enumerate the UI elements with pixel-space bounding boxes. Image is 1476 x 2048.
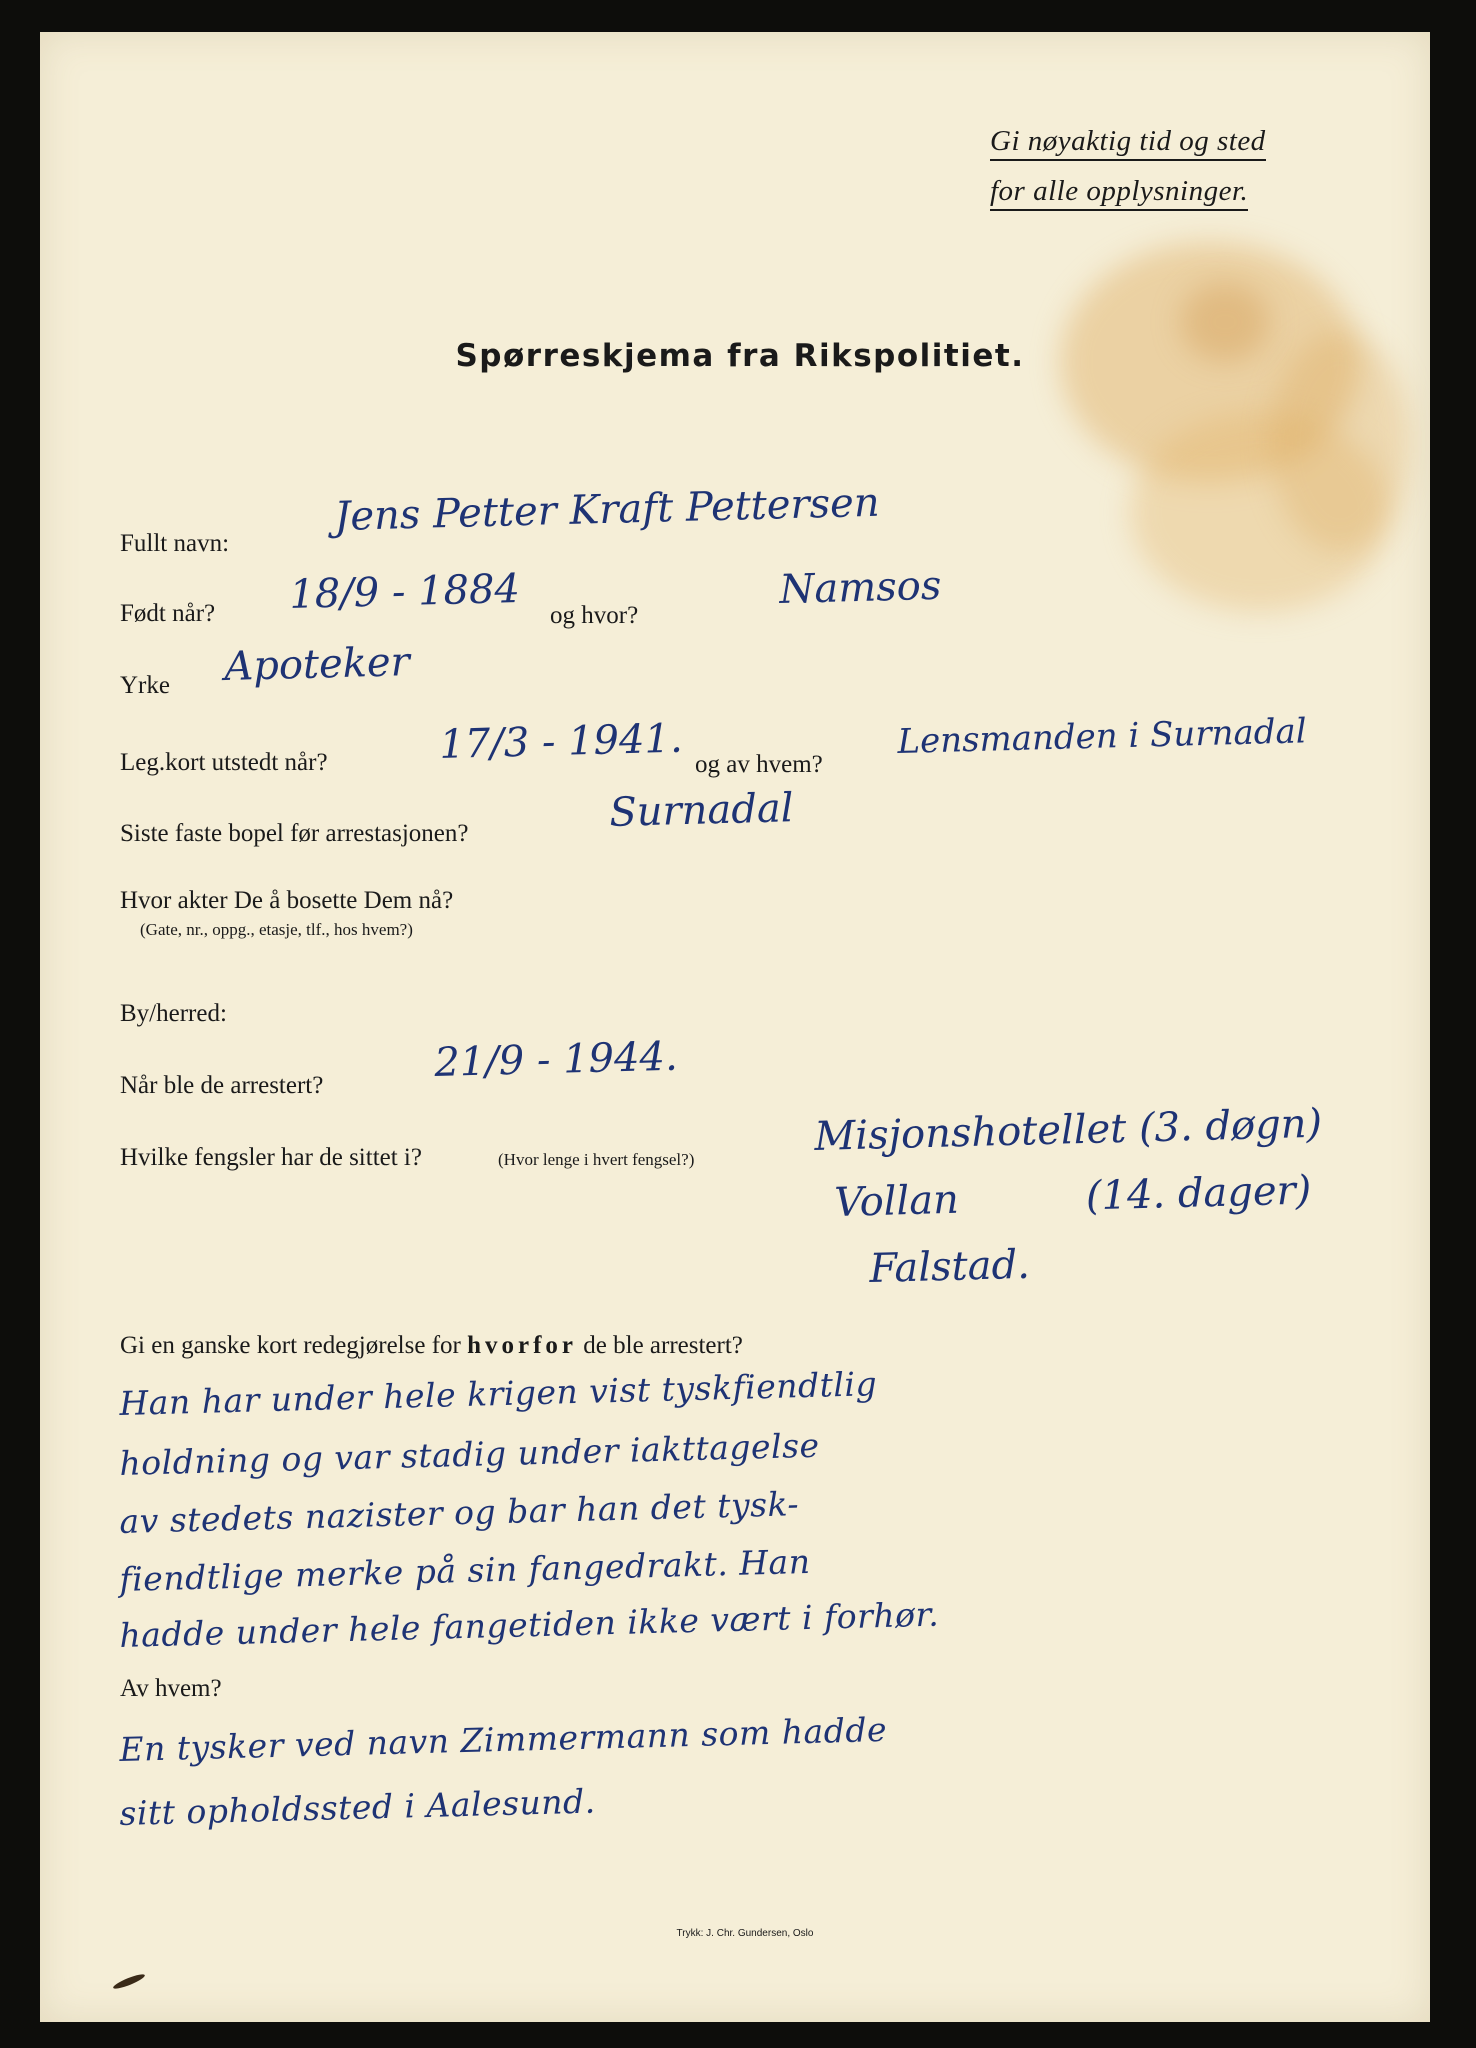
settle-where-hint: (Gate, nr., oppg., etasje, tlf., hos hvem?) xyxy=(140,920,413,939)
ink-smudge xyxy=(112,1972,146,1991)
occupation-value[interactable]: Apoteker xyxy=(223,639,411,690)
reason-line[interactable]: hadde under hele fangetiden ikke vært i forhør. xyxy=(118,1594,940,1655)
printer-imprint: Trykk: J. Chr. Gundersen, Oslo xyxy=(676,1928,814,1939)
last-residence-value[interactable]: Surnadal xyxy=(608,785,795,836)
reason-label-start: Gi en ganske kort redegjørelse for xyxy=(120,1332,461,1359)
prisons-label: Hvilke fengsler har de sittet i? xyxy=(120,1144,422,1171)
questionnaire-page xyxy=(40,32,1430,2022)
full-name-label: Fullt navn: xyxy=(120,530,230,557)
settle-where-label: Hvor akter De å bosette Dem nå? xyxy=(120,887,454,914)
form-title: Spørreskjema fra Rikspolitiet. xyxy=(455,338,1025,374)
born-when-value[interactable]: 18/9 - 1884 xyxy=(288,565,521,618)
water-stain xyxy=(1130,412,1390,612)
by-whom-label: Av hvem? xyxy=(120,1675,222,1702)
prisons-line[interactable]: Vollan (14. dager) xyxy=(833,1167,1312,1226)
legkort-when-label: Leg.kort utstedt når? xyxy=(120,749,328,776)
occupation-label: Yrke xyxy=(120,672,170,699)
reason-label-emphasis: hvorfor xyxy=(467,1332,578,1359)
reason-line[interactable]: Han har under hele krigen vist tyskfiendtlig xyxy=(118,1364,878,1423)
legkort-by-value[interactable]: Lensmanden i Surnadal xyxy=(896,711,1308,762)
last-residence-label: Siste faste bopel før arrestasjonen? xyxy=(120,820,469,847)
prisons-line[interactable]: Misjonshotellet (3. døgn) xyxy=(813,1100,1323,1160)
town-label: By/herred: xyxy=(120,1000,227,1027)
reason-label-end: de ble arrestert? xyxy=(583,1332,743,1359)
instruction-line-2: for alle opplysninger. xyxy=(990,177,1248,211)
reason-line[interactable]: holdning og var stadig under iakttagelse xyxy=(118,1425,820,1483)
arrested-when-label: Når ble de arrestert? xyxy=(120,1072,324,1099)
legkort-by-label: og av hvem? xyxy=(695,751,823,778)
legkort-when-value[interactable]: 17/3 - 1941. xyxy=(438,715,684,768)
reason-label xyxy=(120,1332,743,1360)
prisons-hint: (Hvor lenge i hvert fengsel?) xyxy=(498,1150,695,1169)
prisons-line[interactable]: Falstad. xyxy=(868,1241,1031,1292)
arrested-when-value[interactable]: 21/9 - 1944. xyxy=(433,1033,679,1086)
reason-line[interactable]: av stedets nazister og bar han det tysk- xyxy=(118,1484,800,1541)
by-whom-line[interactable]: En tysker ved navn Zimmermann som hadde xyxy=(118,1709,888,1769)
born-where-label: og hvor? xyxy=(550,602,639,629)
born-when-label: Født når? xyxy=(120,600,216,627)
full-name-value[interactable]: Jens Petter Kraft Pettersen xyxy=(333,479,881,540)
born-where-value[interactable]: Namsos xyxy=(778,562,942,613)
by-whom-line[interactable]: sitt opholdssted i Aalesund. xyxy=(118,1781,597,1833)
instruction-line-1: Gi nøyaktig tid og sted xyxy=(990,127,1266,161)
reason-line[interactable]: fiendtlige merke på sin fangedrakt. Han xyxy=(118,1541,811,1599)
